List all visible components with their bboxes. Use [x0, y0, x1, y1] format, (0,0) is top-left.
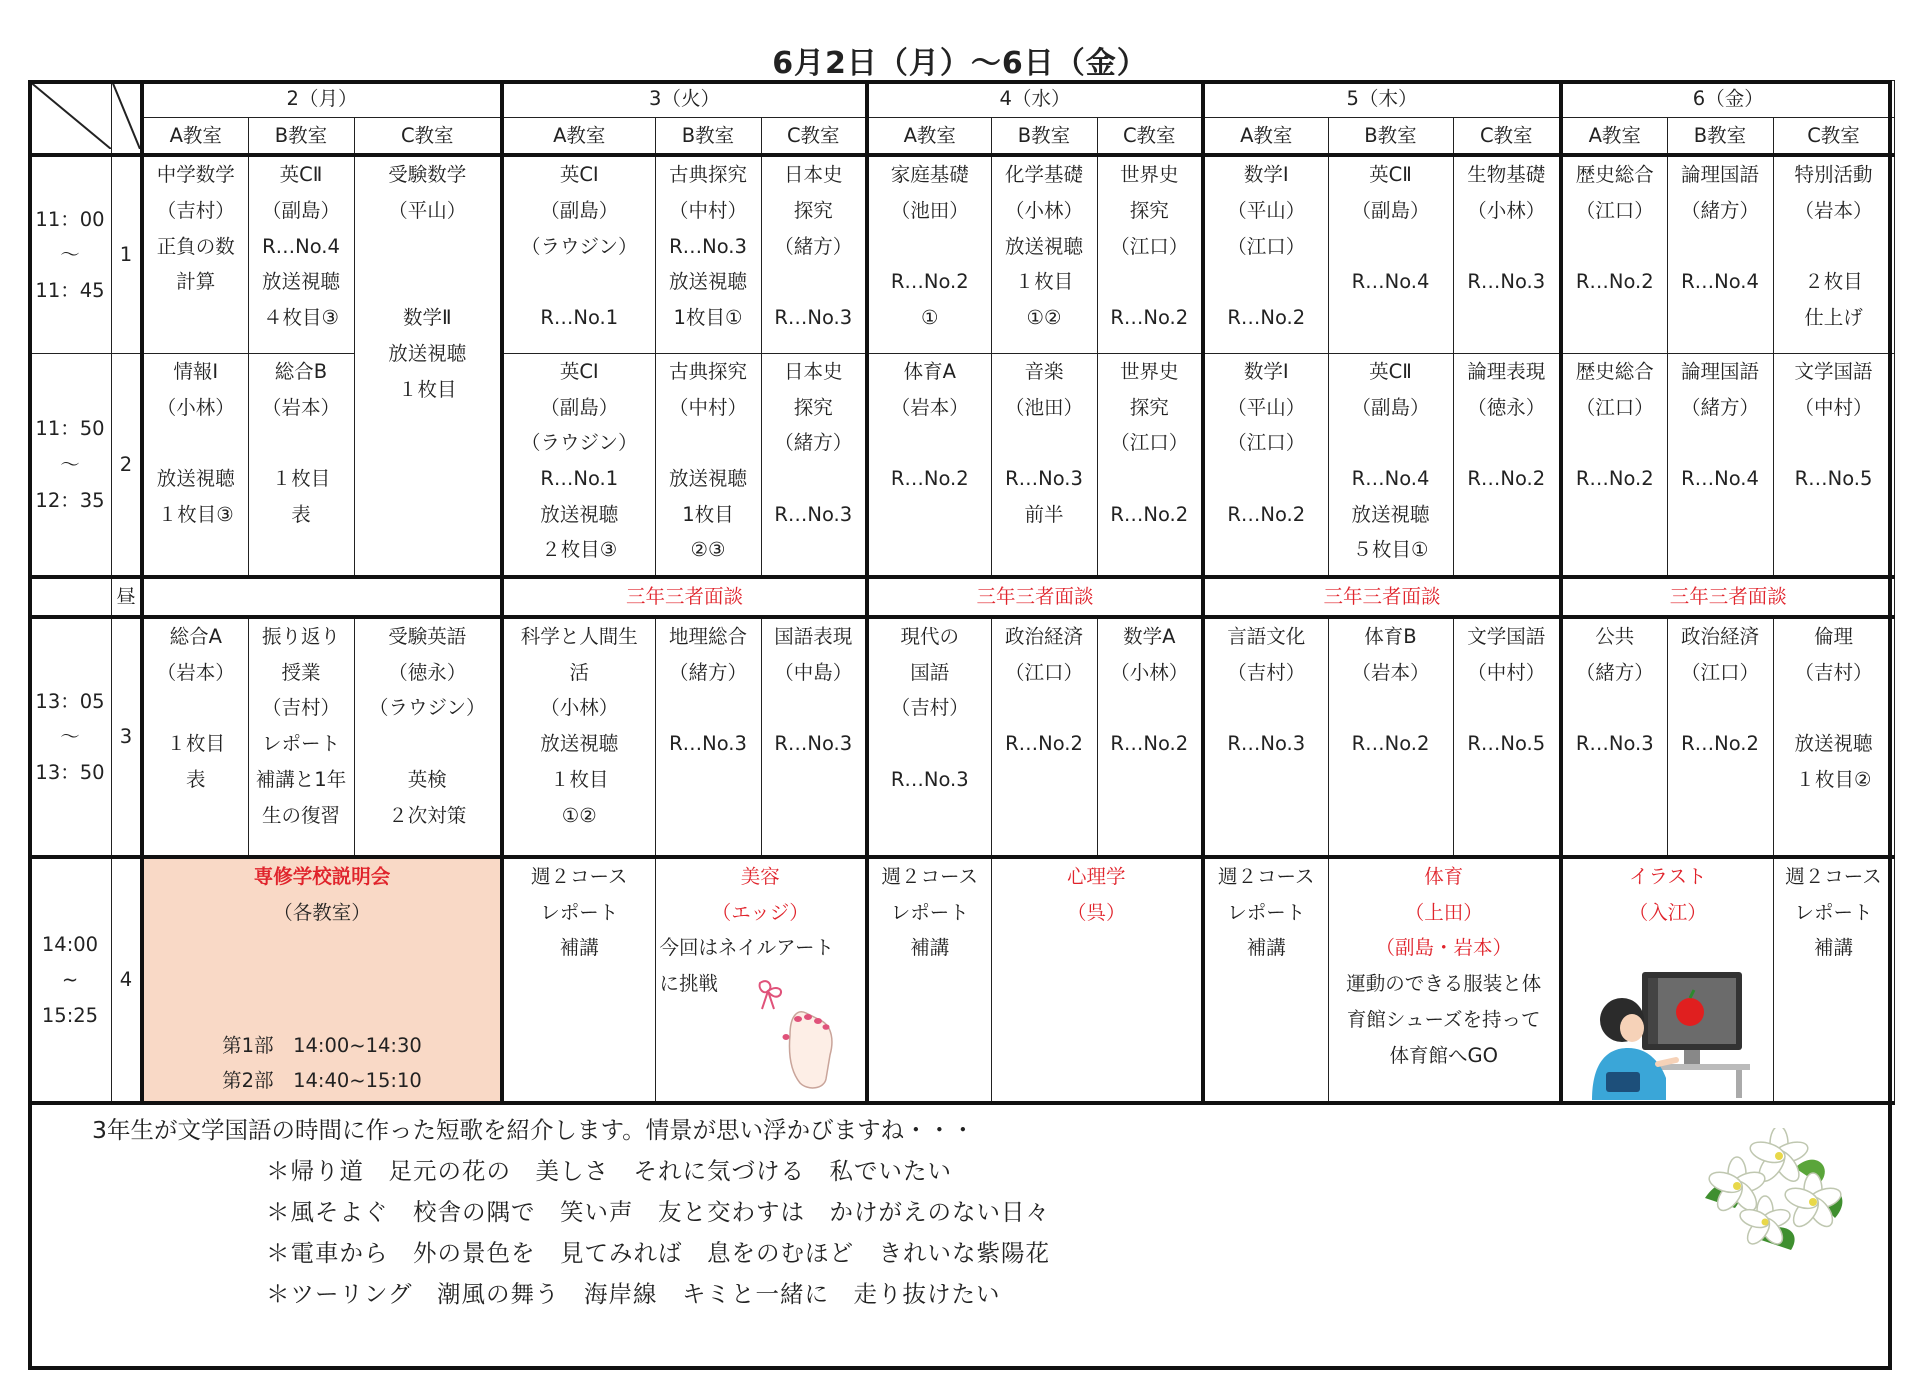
cell-line: （小林）	[156, 395, 235, 419]
cell-line: R…No.1	[540, 306, 619, 330]
event-part: 第2部 14:40~15:10	[222, 1069, 422, 1093]
cell-line: （平山）	[1227, 395, 1306, 419]
elective-teacher: （入江）	[1628, 900, 1707, 924]
time-text: 12：35	[35, 488, 105, 512]
cell-line: 放送視聴	[156, 466, 235, 490]
white-flowers-illustration	[1695, 1128, 1855, 1252]
cell-line: １枚目	[549, 767, 609, 791]
day-header: 2（月）	[142, 81, 502, 118]
cell-line: R…No.4	[262, 234, 340, 258]
cell-line: ①②	[561, 803, 597, 827]
cell-line: 化学基礎	[1004, 163, 1083, 187]
cell-line: （ラウジン）	[520, 431, 638, 455]
cell-line: （平山）	[388, 199, 467, 223]
illustrator-computer-illustration	[1586, 968, 1751, 1100]
cell-line: レポート	[890, 900, 969, 924]
cell-line: R…No.3	[1575, 732, 1654, 756]
cell-line: R…No.2	[1110, 502, 1189, 526]
cell-line: ４枚目③	[263, 306, 339, 330]
cell-line: 放送視聴	[1004, 234, 1083, 258]
cell-line: １枚目	[271, 466, 331, 490]
event-location: （各教室）	[273, 900, 371, 924]
cell-line: R…No.3	[774, 732, 853, 756]
cell-line: （緒方）	[1680, 199, 1759, 223]
cell-line: 探究	[793, 199, 833, 223]
cell-line: 表	[291, 502, 311, 526]
cell-line: 科学と人間生	[520, 625, 638, 649]
cell-line: R…No.3	[1005, 466, 1083, 490]
cell-line: （徳永）	[388, 660, 467, 684]
lunch-event: 三年三者面談	[502, 577, 867, 617]
cell-line: R…No.3	[774, 306, 853, 330]
cell-line: 論理国語	[1680, 163, 1759, 187]
cell-line: ２次対策	[388, 803, 467, 827]
cell-line: （中村）	[1467, 660, 1546, 684]
cell-line: 音楽	[1024, 359, 1064, 383]
note-intro: 3年生が文学国語の時間に作った短歌を紹介します。情景が思い浮かびますね・・・	[92, 1116, 975, 1144]
cell-line: （吉村）	[1794, 660, 1873, 684]
room-header: A教室	[142, 117, 248, 155]
elective-title: 美容	[740, 865, 780, 889]
cell-line: （副島）	[540, 199, 619, 223]
cell-line: R…No.3	[774, 502, 853, 526]
page-title: 6月2日（月）～6日（金）	[772, 46, 1148, 81]
elective-teacher: （副島・岩本）	[1375, 936, 1512, 960]
cell-line: （江口）	[1575, 199, 1654, 223]
cell-line: 活	[569, 660, 589, 684]
cell-line: 授業	[281, 660, 321, 684]
cell-line: （吉村）	[890, 696, 969, 720]
cell-line: 生の復習	[261, 803, 340, 827]
cell-line: 探究	[1129, 395, 1169, 419]
cell-line: R…No.4	[1681, 270, 1759, 294]
cell-line: 英CⅡ	[279, 163, 323, 187]
cell-line: 国語	[910, 660, 950, 684]
time-text: 15:25	[41, 1003, 99, 1027]
cell-line: 文学国語	[1794, 359, 1873, 383]
elective-teacher: （エッジ）	[711, 900, 809, 924]
cell-line: 補講と1年	[255, 767, 347, 791]
cell-line: 公共	[1595, 625, 1635, 649]
cell-line: 古典探究	[668, 359, 747, 383]
lunch-event: 三年三者面談	[867, 577, 1203, 617]
event-part: 第1部 14:00~14:30	[222, 1033, 422, 1057]
cell-line: 数学Ⅰ	[1243, 163, 1289, 187]
cell-line: 論理国語	[1680, 359, 1759, 383]
elective-title: 心理学	[1066, 865, 1126, 889]
elective-desc: に挑戦	[659, 972, 719, 996]
day-header: 4（水）	[867, 81, 1203, 118]
cell-line: 言語文化	[1227, 625, 1306, 649]
cell-line: 歴史総合	[1575, 359, 1654, 383]
cell-line: （中村）	[668, 395, 747, 419]
cell-line: 英CⅡ	[1369, 359, 1412, 383]
cell-line: 歴史総合	[1575, 163, 1654, 187]
cell-line: 日本史	[783, 359, 843, 383]
room-header: A教室	[502, 117, 655, 155]
cell-line: 正負の数	[156, 234, 235, 258]
cell-line: 放送視聴	[1351, 502, 1430, 526]
cell-line: ②③	[690, 538, 726, 562]
cell-line: ①②	[1026, 306, 1062, 330]
cell-line: R…No.2	[890, 466, 969, 490]
cell-line: R…No.3	[669, 732, 747, 756]
cell-line: （中村）	[668, 199, 747, 223]
room-header: C教室	[1773, 117, 1894, 155]
elective-desc: 体育館へGO	[1389, 1043, 1498, 1067]
room-header: B教室	[248, 117, 354, 155]
cell-line: 放送視聴	[668, 466, 747, 490]
cell-line: （緒方）	[1575, 660, 1654, 684]
cell-line: （岩本）	[261, 395, 340, 419]
event-title: 専修学校説明会	[253, 865, 391, 889]
cell-line: R…No.3	[669, 234, 747, 258]
cell-line: 週２コース	[881, 865, 979, 889]
cell-line: 総合B	[274, 359, 328, 383]
room-header: C教室	[761, 117, 867, 155]
cell-line: 1枚目	[682, 502, 734, 526]
cell-line: （吉村）	[1227, 660, 1306, 684]
cell-line: 国語表現	[774, 625, 853, 649]
cell-line: （副島）	[261, 199, 340, 223]
room-header: B教室	[655, 117, 761, 155]
cell-line: ２枚目	[1804, 270, 1863, 294]
cell-line: 放送視聴	[540, 732, 619, 756]
cell-line: （江口）	[1680, 660, 1759, 684]
cell-line: 補講	[1246, 936, 1286, 960]
cell-line: （中島）	[774, 660, 853, 684]
cell-line: 週２コース	[1217, 865, 1315, 889]
cell-line: 英CⅠ	[559, 163, 599, 187]
cell-line: 中学数学	[156, 163, 235, 187]
cell-line: 総合A	[169, 625, 222, 649]
period-number: 4	[112, 857, 143, 1103]
time-text: ～	[60, 243, 80, 267]
tanka-line: ＊ツーリング 潮風の舞う 海岸線 キミと一緒に 走り抜けたい	[266, 1280, 1001, 1308]
cell-line: （岩本）	[1794, 199, 1873, 223]
cell-line: R…No.2	[1227, 306, 1306, 330]
time-text: 11：50	[35, 417, 105, 441]
cell-line: 現代の	[900, 625, 959, 649]
room-header: C教室	[1453, 117, 1561, 155]
cell-line: ５枚目①	[1352, 538, 1429, 562]
cell-line: R…No.2	[1110, 732, 1189, 756]
cell-line: （吉村）	[156, 199, 235, 223]
room-header: B教室	[991, 117, 1097, 155]
cell-line: １枚目	[397, 377, 457, 401]
cell-line: 数学Ⅰ	[1243, 359, 1289, 383]
cell-line: R…No.2	[1575, 270, 1654, 294]
cell-line: （池田）	[1004, 395, 1083, 419]
cell-line: 英CⅡ	[1369, 163, 1412, 187]
cell-line: （岩本）	[156, 660, 235, 684]
cell-line: 論理表現	[1467, 359, 1546, 383]
period-number: 3	[112, 617, 143, 857]
cell-line: R…No.3	[890, 767, 969, 791]
room-header: B教室	[1328, 117, 1453, 155]
cell-line: （池田）	[890, 199, 969, 223]
cell-line: （平山）	[1227, 199, 1306, 223]
cell-line: （江口）	[1227, 234, 1306, 258]
cell-line: R…No.1	[540, 466, 619, 490]
cell-line: R…No.2	[1575, 466, 1654, 490]
time-text: ～	[60, 725, 80, 749]
time-text: ~	[61, 968, 79, 992]
cell-line: 家庭基礎	[890, 163, 969, 187]
cell-line: （小林）	[1004, 199, 1083, 223]
cell-line: R…No.3	[1467, 270, 1546, 294]
time-text: 11：00	[35, 207, 105, 231]
lunch-event: 三年三者面談	[1203, 577, 1561, 617]
cell-line: 週２コース	[530, 865, 628, 889]
cell-line: （岩本）	[1351, 660, 1430, 684]
room-header: B教室	[1667, 117, 1773, 155]
cell-line: R…No.4	[1351, 270, 1430, 294]
room-header: A教室	[867, 117, 991, 155]
cell-line: レポート	[1794, 900, 1873, 924]
room-header: A教室	[1203, 117, 1328, 155]
cell-line: （緒方）	[774, 234, 853, 258]
cell-line: （江口）	[1227, 431, 1306, 455]
time-text: 13：05	[35, 689, 105, 713]
lunch-event: 三年三者面談	[1561, 577, 1894, 617]
cell-line: R…No.2	[1681, 732, 1759, 756]
cell-line: R…No.2	[1351, 732, 1430, 756]
cell-line: 英検	[407, 767, 447, 791]
cell-line: R…No.2	[890, 270, 969, 294]
cell-line: 日本史	[783, 163, 843, 187]
cell-line: 放送視聴	[261, 270, 340, 294]
tanka-line: ＊風そよぐ 校舎の隅で 笑い声 友と交わすは かけがえのない日々	[266, 1198, 1050, 1226]
cell-line: 政治経済	[1680, 625, 1759, 649]
elective-teacher: （上田）	[1404, 900, 1483, 924]
day-header: 3（火）	[502, 81, 867, 118]
cell-line: 特別活動	[1794, 163, 1873, 187]
room-header: C教室	[354, 117, 502, 155]
cell-line: 数学A	[1123, 625, 1176, 649]
cell-line: （副島）	[540, 395, 619, 419]
time-text: ～	[60, 452, 80, 476]
cell-line: 表	[185, 767, 206, 791]
cell-line: （江口）	[1110, 234, 1189, 258]
nail-art-illustration	[740, 975, 850, 1095]
cell-line: 補講	[559, 936, 599, 960]
cell-line: 英CⅠ	[559, 359, 599, 383]
cell-line: 1枚目①	[673, 306, 743, 330]
cell-line: １枚目	[166, 732, 225, 756]
room-header: C教室	[1097, 117, 1203, 155]
period-number: 2	[112, 353, 143, 577]
elective-desc: 運動のできる服装と体	[1346, 972, 1542, 996]
cell-line: 放送視聴	[668, 270, 747, 294]
cell-line: レポート	[540, 900, 619, 924]
cell-line: R…No.2	[1227, 502, 1306, 526]
cell-line: （ラウジン）	[520, 234, 638, 258]
cell-line: 地理総合	[668, 625, 747, 649]
cell-line: （吉村）	[261, 696, 340, 720]
cell-line: 仕上げ	[1804, 306, 1863, 330]
elective-desc: 今回はネイルアート	[659, 936, 835, 960]
cell-line: １枚目	[1014, 270, 1074, 294]
cell-line: （ラウジン）	[368, 696, 486, 720]
room-header: A教室	[1561, 117, 1667, 155]
cell-line: 探究	[1129, 199, 1169, 223]
period-number: 1	[112, 155, 143, 353]
cell-line: R…No.2	[1467, 466, 1546, 490]
cell-line: ①	[921, 306, 939, 330]
cell-line: 受験英語	[388, 625, 467, 649]
time-text: 11：45	[35, 279, 105, 302]
time-text: 13：50	[35, 760, 105, 784]
lunch-label: 昼	[112, 577, 143, 617]
cell-line: 政治経済	[1004, 625, 1083, 649]
cell-line: （江口）	[1575, 395, 1654, 419]
cell-line: R…No.5	[1794, 466, 1873, 490]
cell-line: １枚目③	[157, 502, 234, 526]
cell-line: 探究	[793, 395, 833, 419]
tanka-line: ＊電車から 外の景色を 見てみれば 息をのむほど きれいな紫陽花	[266, 1239, 1050, 1267]
cell-line: R…No.4	[1681, 466, 1759, 490]
cell-line: 体育B	[1364, 625, 1417, 649]
cell-line: （徳永）	[1467, 395, 1546, 419]
cell-line: 世界史	[1119, 359, 1179, 383]
cell-line: 倫理	[1813, 625, 1853, 649]
tanka-line: ＊帰り道 足元の花の 美しさ それに気づける 私でいたい	[266, 1157, 952, 1185]
cell-line: （小林）	[1110, 660, 1189, 684]
cell-line: 生物基礎	[1467, 163, 1546, 187]
cell-line: 数学Ⅱ	[402, 306, 452, 330]
day-header: 5（木）	[1203, 81, 1561, 118]
cell-line: 週２コース	[1785, 865, 1882, 889]
cell-line: 体育A	[903, 359, 956, 383]
cell-line: 放送視聴	[388, 341, 467, 365]
cell-line: （小林）	[1467, 199, 1546, 223]
cell-line: R…No.4	[1351, 466, 1430, 490]
time-text: 14:00	[41, 932, 99, 956]
cell-line: （江口）	[1110, 431, 1189, 455]
cell-line: （副島）	[1351, 395, 1430, 419]
cell-line: （緒方）	[668, 660, 747, 684]
cell-line: （緒方）	[1680, 395, 1759, 419]
cell-line: 文学国語	[1467, 625, 1546, 649]
cell-line: （中村）	[1794, 395, 1873, 419]
cell-line: （副島）	[1351, 199, 1430, 223]
cell-line: R…No.3	[1227, 732, 1306, 756]
cell-line: R…No.5	[1467, 732, 1546, 756]
tanka-note	[92, 1110, 1050, 1315]
cell-line: ２枚目③	[541, 538, 618, 562]
cell-line: １枚目②	[1795, 767, 1872, 791]
cell-line: 計算	[176, 270, 216, 294]
cell-line: 情報Ⅰ	[173, 359, 219, 383]
cell-line: 放送視聴	[540, 502, 619, 526]
cell-line: レポート	[261, 732, 340, 756]
cell-line: （緒方）	[774, 431, 853, 455]
cell-line: （江口）	[1004, 660, 1083, 684]
elective-title: 体育	[1424, 865, 1464, 889]
cell-line: 補講	[1813, 936, 1853, 960]
cell-line: R…No.2	[1005, 732, 1083, 756]
elective-desc: 育館シューズを持って	[1346, 1007, 1541, 1031]
cell-line: 古典探究	[668, 163, 747, 187]
cell-line: 受験数学	[388, 163, 467, 187]
cell-line: レポート	[1227, 900, 1306, 924]
cell-line: （小林）	[540, 696, 619, 720]
cell-line: 放送視聴	[1794, 732, 1873, 756]
day-header: 6（金）	[1561, 81, 1894, 118]
cell-line: R…No.2	[1110, 306, 1189, 330]
cell-line: 前半	[1024, 502, 1064, 526]
elective-title: イラスト	[1629, 865, 1707, 889]
elective-teacher: （呉）	[1066, 900, 1126, 924]
cell-line: 振り返り	[261, 625, 340, 649]
cell-line: 世界史	[1119, 163, 1179, 187]
cell-line: 補講	[910, 936, 950, 960]
cell-line: （岩本）	[890, 395, 969, 419]
